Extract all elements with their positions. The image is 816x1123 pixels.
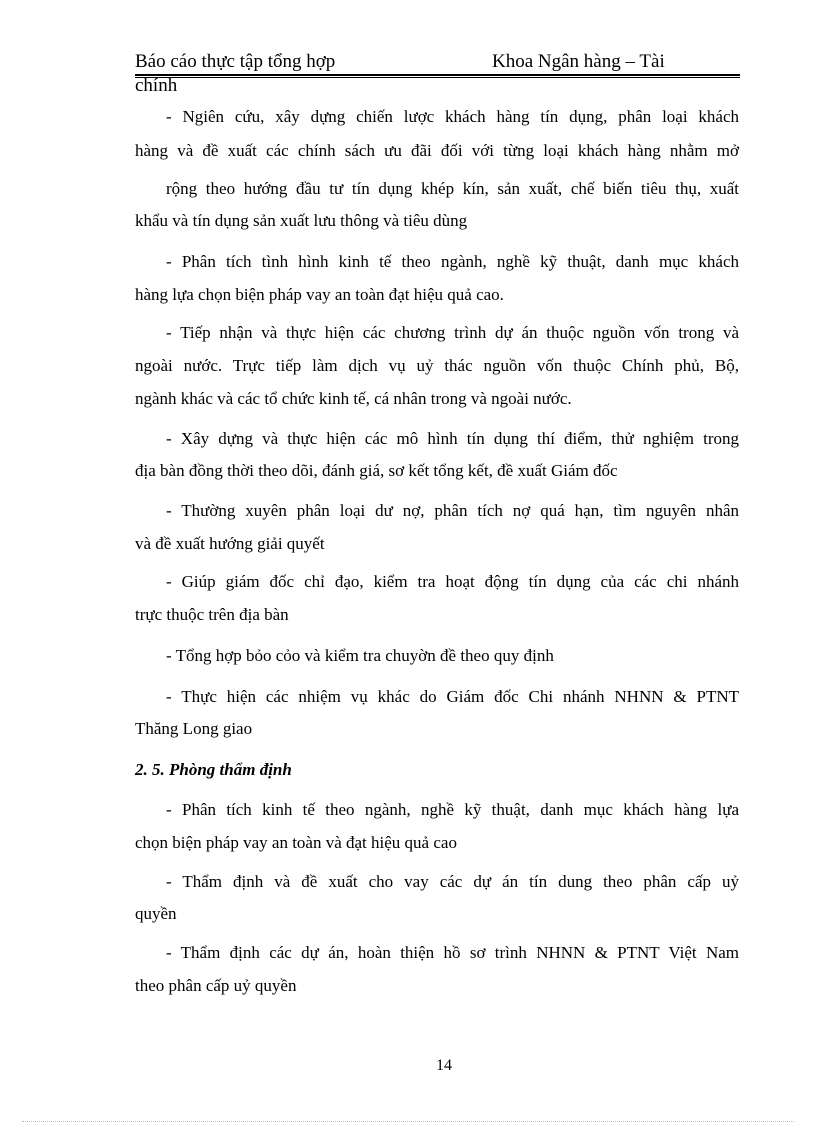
text-line: theo phân cấp uỷ quyền	[135, 976, 297, 995]
text-line: khẩu và tín dụng sản xuất lưu thông và tiêu dùng	[135, 211, 468, 230]
page-header	[135, 50, 740, 76]
text-line: - Tổng hợp bỏo cỏo và kiểm tra chuyờn đề theo quy định	[166, 646, 554, 665]
text-line: - Phân tích tình hình kinh tế theo ngành, nghề kỹ thuật, danh mục khách	[166, 252, 739, 271]
text-line: hàng lựa chọn biện pháp vay an toàn đạt hiệu quả cao.	[135, 285, 504, 304]
text-line: - Phân tích kinh tế theo ngành, nghề kỹ thuật, danh mục khách hàng lựa	[166, 800, 739, 819]
text-line: ngành khác và các tổ chức kinh tế, cá nhân trong và ngoài nước.	[135, 389, 572, 408]
section-heading: 2. 5. Phòng thẩm định	[135, 760, 292, 779]
text-line: - Xây dựng và thực hiện các mô hình tín dụng thí điểm, thử nghiệm trong	[166, 429, 739, 448]
text-line: hàng và đề xuất các chính sách ưu đãi đối với từng loại khách hàng nhằm mở	[135, 141, 739, 160]
text-line: - Ngiên cứu, xây dựng chiến lược khách hàng tín dụng, phân loại khách	[166, 107, 739, 126]
text-line: trực thuộc trên địa bàn	[135, 605, 289, 624]
text-line: và đề xuất hướng giải quyết	[135, 534, 325, 553]
page-bottom-divider	[22, 1121, 794, 1122]
text-line: - Tiếp nhận và thực hiện các chương trình dự án thuộc nguồn vốn trong và	[166, 323, 739, 342]
text-line: rộng theo hướng đầu tư tín dụng khép kín, sản xuất, chế biến tiêu thụ, xuất	[166, 179, 739, 198]
text-line: - Giúp giám đốc chỉ đạo, kiểm tra hoạt động tín dụng của các chi nhánh	[166, 572, 739, 591]
text-line: - Thực hiện các nhiệm vụ khác do Giám đốc Chi nhánh NHNN & PTNT	[166, 687, 739, 706]
text-line: địa bàn đồng thời theo dõi, đánh giá, sơ kết tổng kết, đề xuất Giám đốc	[135, 461, 618, 480]
header-faculty: Khoa Ngân hàng – Tài	[492, 51, 665, 72]
text-line: ngoài nước. Trực tiếp làm dịch vụ uỷ thác nguồn vốn thuộc Chính phủ, Bộ,	[135, 356, 739, 375]
text-line: Thăng Long giao	[135, 719, 253, 738]
text-line: - Thường xuyên phân loại dư nợ, phân tích nợ quá hạn, tìm nguyên nhân	[166, 501, 739, 520]
header-faculty-continuation: chính	[135, 75, 178, 96]
page-number: 14	[436, 1057, 452, 1074]
text-line: - Thẩm định và đề xuất cho vay các dự án tín dung theo phân cấp uỷ	[166, 872, 739, 891]
text-line: quyền	[135, 904, 177, 923]
text-line: chọn biện pháp vay an toàn và đạt hiệu quả cao	[135, 833, 457, 852]
text-line: - Thẩm định các dự án, hoàn thiện hồ sơ trình NHNN & PTNT Việt Nam	[166, 943, 739, 962]
header-report-title: Báo cáo thực tập tổng hợp	[135, 51, 336, 72]
